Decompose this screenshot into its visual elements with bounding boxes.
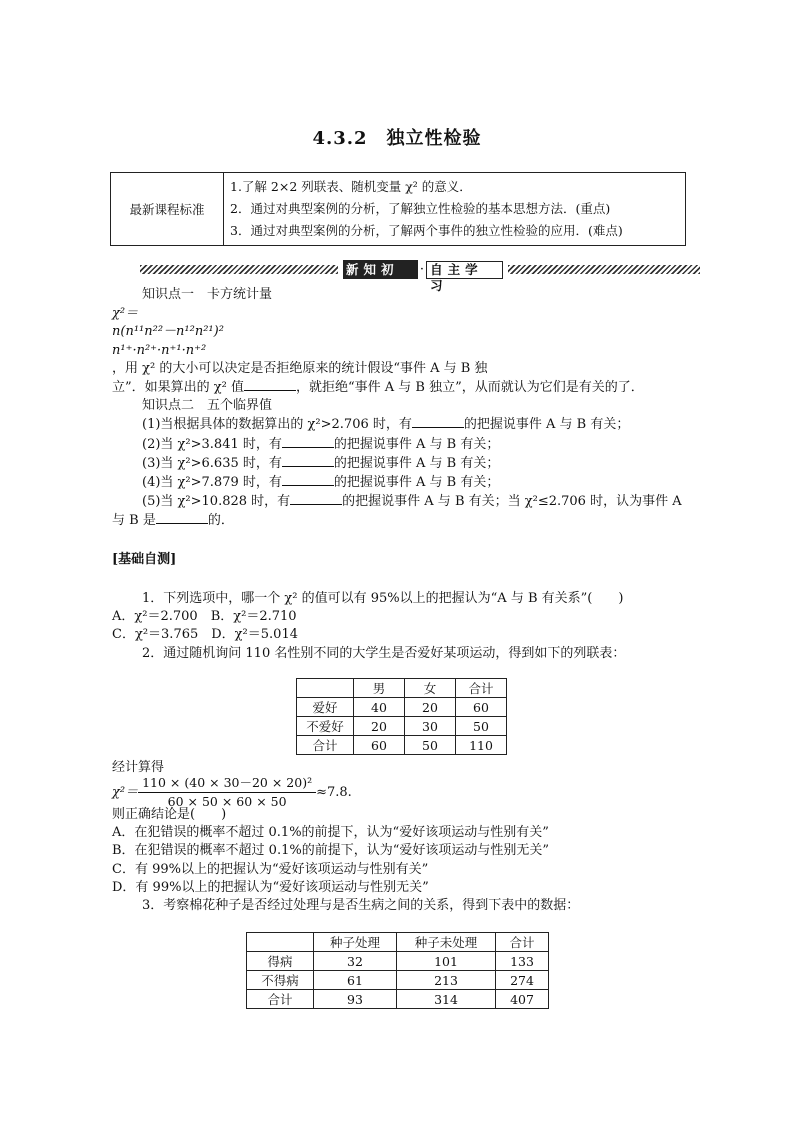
table-cell: 61	[314, 971, 397, 990]
table-header-row	[297, 679, 507, 698]
answer-blank[interactable]	[290, 492, 342, 505]
q3-stem: 3．考察棉花种子是否经过处理与是否生病之间的关系，得到下表中的数据：	[142, 898, 580, 914]
banner-dark-label: 新知初探	[343, 260, 418, 279]
critical-value-5	[112, 492, 684, 511]
table-cell: 合计	[496, 933, 549, 952]
table-cell: 407	[496, 990, 549, 1009]
standards-label: 最新课程标准	[111, 173, 224, 246]
contingency-table-cotton	[246, 932, 549, 1009]
table-cell: 合计	[456, 679, 507, 698]
table-cell: 274	[496, 971, 549, 990]
q1-options-ab: A．χ²＝2.700 B．χ²＝2.710	[112, 609, 297, 625]
q1-stem: 1．下列选项中，哪一个 χ² 的值可以有 95%以上的把握认为“A 与 B 有关系”( )	[142, 591, 624, 606]
cv1-text-b: 的把握说事件 A 与 B 有关；	[463, 417, 630, 433]
cv4-text-a: (4)当 χ²>7.879 时，有	[142, 475, 282, 491]
standard-item: 2．通过对典型案例的分析，了解独立性检验的基本思想方法．(重点)	[230, 201, 611, 216]
table-cell: 不得病	[247, 971, 314, 990]
standard-item: 3．通过对典型案例的分析，了解两个事件的独立性检验的应用．(难点)	[230, 223, 623, 238]
critical-value-5-cont	[112, 511, 684, 530]
page-title: 4.3.2 独立性检验	[312, 128, 482, 149]
table-cell: 合计	[247, 990, 314, 1009]
table-cell: 50	[456, 717, 507, 736]
table-cell: 不爱好	[297, 717, 354, 736]
table-row	[247, 971, 549, 990]
q2-option: B．在犯错误的概率不超过 0.1%的前提下，认为“爱好该项运动与性别无关”	[112, 843, 550, 859]
table-row	[297, 717, 507, 736]
kp2-title: 知识点二 五个临界值	[142, 398, 273, 414]
answer-blank[interactable]	[244, 378, 296, 391]
banner-light-label: 自主学习	[426, 261, 503, 279]
cv5-text-c: 与 B 是	[112, 513, 156, 529]
question-1	[112, 590, 684, 663]
table-cell	[297, 679, 354, 698]
curriculum-standards-table	[110, 172, 686, 246]
table-row	[297, 698, 507, 717]
cv3-text-a: (3)当 χ²>6.635 时，有	[142, 455, 282, 471]
formula-lhs: χ²＝	[112, 785, 139, 800]
table-cell: 101	[397, 952, 496, 971]
critical-value-3	[112, 454, 684, 473]
cv1-text-a: (1)当根据具体的数据算出的 χ²>2.706 时，有	[142, 417, 412, 433]
table-cell: 得病	[247, 952, 314, 971]
standards-items	[224, 173, 686, 246]
chi-square-denominator: n¹⁺·n²⁺·n⁺¹·n⁺²	[112, 342, 207, 358]
cv5-text-a: (5)当 χ²>10.828 时，有	[142, 494, 291, 510]
table-cell: 213	[397, 971, 496, 990]
answer-blank[interactable]	[282, 473, 334, 486]
table-cell: 爱好	[297, 698, 354, 717]
q1-options-cd: C．χ²＝3.765 D．χ²＝5.014	[112, 627, 298, 643]
answer-blank[interactable]	[156, 511, 208, 524]
section-banner	[140, 259, 700, 294]
q2-option: C．有 99%以上的把握认为“爱好该项运动与性别有关”	[112, 861, 429, 877]
q2-choices	[112, 806, 684, 915]
banner-title	[343, 260, 503, 294]
critical-value-1	[112, 415, 684, 434]
hatched-stripe-left	[140, 265, 338, 274]
table-cell: 60	[456, 698, 507, 717]
table-cell: 40	[354, 698, 405, 717]
table-header-row	[247, 933, 549, 952]
answer-blank[interactable]	[412, 415, 464, 428]
calc-intro: 经计算得	[112, 760, 165, 775]
table-cell: 60	[354, 736, 405, 755]
q2-option: D．有 99%以上的把握认为“爱好该项运动与性别无关”	[112, 879, 429, 895]
table-cell	[247, 933, 314, 952]
kp1-text-line2	[112, 378, 684, 397]
table-cell: 男	[354, 679, 405, 698]
q2-ask: 则正确结论是( )	[112, 807, 227, 822]
chi-square-numerator: n(n¹¹n²²－n¹²n²¹)²	[112, 324, 224, 340]
formula-numerator: 110 × (40 × 30－20 × 20)²	[138, 774, 316, 793]
hatched-stripe-right	[508, 265, 700, 274]
kp1-title: 知识点一 卡方统计量	[142, 287, 273, 302]
table-row	[247, 990, 549, 1009]
table-cell: 110	[456, 736, 507, 755]
table-cell: 133	[496, 952, 549, 971]
kp1-text-c: ，就拒绝“事件 A 与 B 独立”，从而就认为它们是有关的了．	[296, 380, 644, 396]
standard-item: 1.了解 2×2 列联表、随机变量 χ² 的意义．	[230, 179, 472, 194]
critical-value-4	[112, 473, 684, 492]
answer-blank[interactable]	[282, 435, 334, 448]
answer-blank[interactable]	[282, 454, 334, 467]
cv3-text-b: 的把握说事件 A 与 B 有关；	[333, 455, 500, 471]
knowledge-points	[112, 286, 684, 531]
table-cell: 女	[405, 679, 456, 698]
kp1-text: ，用 χ² 的大小可以决定是否拒绝原来的统计假设“事件 A 与 B 独	[112, 360, 488, 376]
table-cell: 93	[314, 990, 397, 1009]
q2-option: A．在犯错误的概率不超过 0.1%的前提下，认为“爱好该项运动与性别有关”	[112, 825, 549, 841]
chi-square-lhs: χ²＝	[112, 306, 139, 322]
table-cell: 20	[354, 717, 405, 736]
table-cell: 种子未处理	[397, 933, 496, 952]
table-row	[247, 952, 549, 971]
cv5-text-b: 的把握说事件 A 与 B 有关；当 χ²≤2.706 时，认为事件 A	[342, 494, 682, 510]
table-cell: 合计	[297, 736, 354, 755]
table-cell: 314	[397, 990, 496, 1009]
cv5-text-d: 的．	[207, 513, 234, 529]
contingency-table-sports	[296, 678, 507, 755]
cv2-text-b: 的把握说事件 A 与 B 有关；	[333, 436, 500, 452]
formula-denominator: 60 × 50 × 60 × 50	[167, 794, 287, 809]
section-heading: [基础自测]	[112, 552, 177, 567]
banner-dot: ·	[419, 262, 425, 277]
kp1-formula-line	[112, 305, 684, 323]
table-cell: 30	[405, 717, 456, 736]
cv2-text-a: (2)当 χ²>3.841 时，有	[142, 436, 282, 452]
kp1-text-b: 立”．如果算出的 χ² 值	[112, 380, 244, 396]
formula-rhs: ≈7.8.	[316, 785, 352, 800]
table-cell: 种子处理	[314, 933, 397, 952]
cv4-text-b: 的把握说事件 A 与 B 有关；	[333, 475, 500, 491]
table-cell: 20	[405, 698, 456, 717]
table-cell: 32	[314, 952, 397, 971]
q2-stem: 2．通过随机询问 110 名性别不同的大学生是否爱好某项运动，得到如下的列联表：	[142, 645, 626, 661]
table-cell: 50	[405, 736, 456, 755]
table-row	[297, 736, 507, 755]
critical-value-2	[112, 435, 684, 454]
